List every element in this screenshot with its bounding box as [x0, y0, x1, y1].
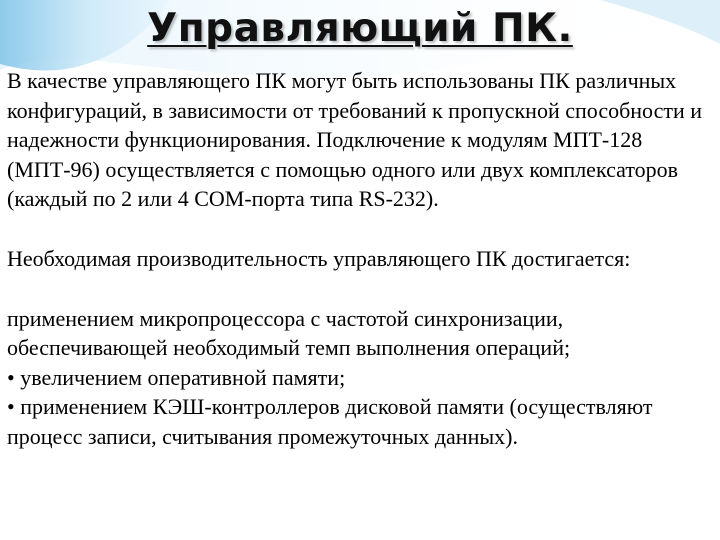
intro-paragraph: В качестве управляющего ПК могут быть использованы ПК различных конфигураций, в зависимости от требований к пропускной способности и надежности функционирования. Подключение к модулям МПТ-128 (МПТ-96) осуществляется с помощью одного или двух комплексаторов (каждый по 2 или 4 СОМ-порта типа RS-232). — [7, 68, 703, 212]
paragraph-gap — [7, 274, 715, 304]
list-item: • увеличением оперативной памяти; — [7, 364, 346, 390]
performance-heading: Необходимая производительность управляющего ПК достигается: — [7, 245, 631, 271]
slide-body — [7, 66, 715, 452]
list-item: применением микропроцессора с частотой синхронизации, обеспечивающей необходимый темп выполнения операций; — [7, 305, 571, 361]
paragraph-gap — [7, 214, 715, 244]
list-item: • применением КЭШ-контроллеров дисковой памяти (осуществляют процесс записи, считывания промежуточных данных). — [7, 394, 653, 449]
slide-title: Управляющий ПК. — [147, 6, 573, 51]
